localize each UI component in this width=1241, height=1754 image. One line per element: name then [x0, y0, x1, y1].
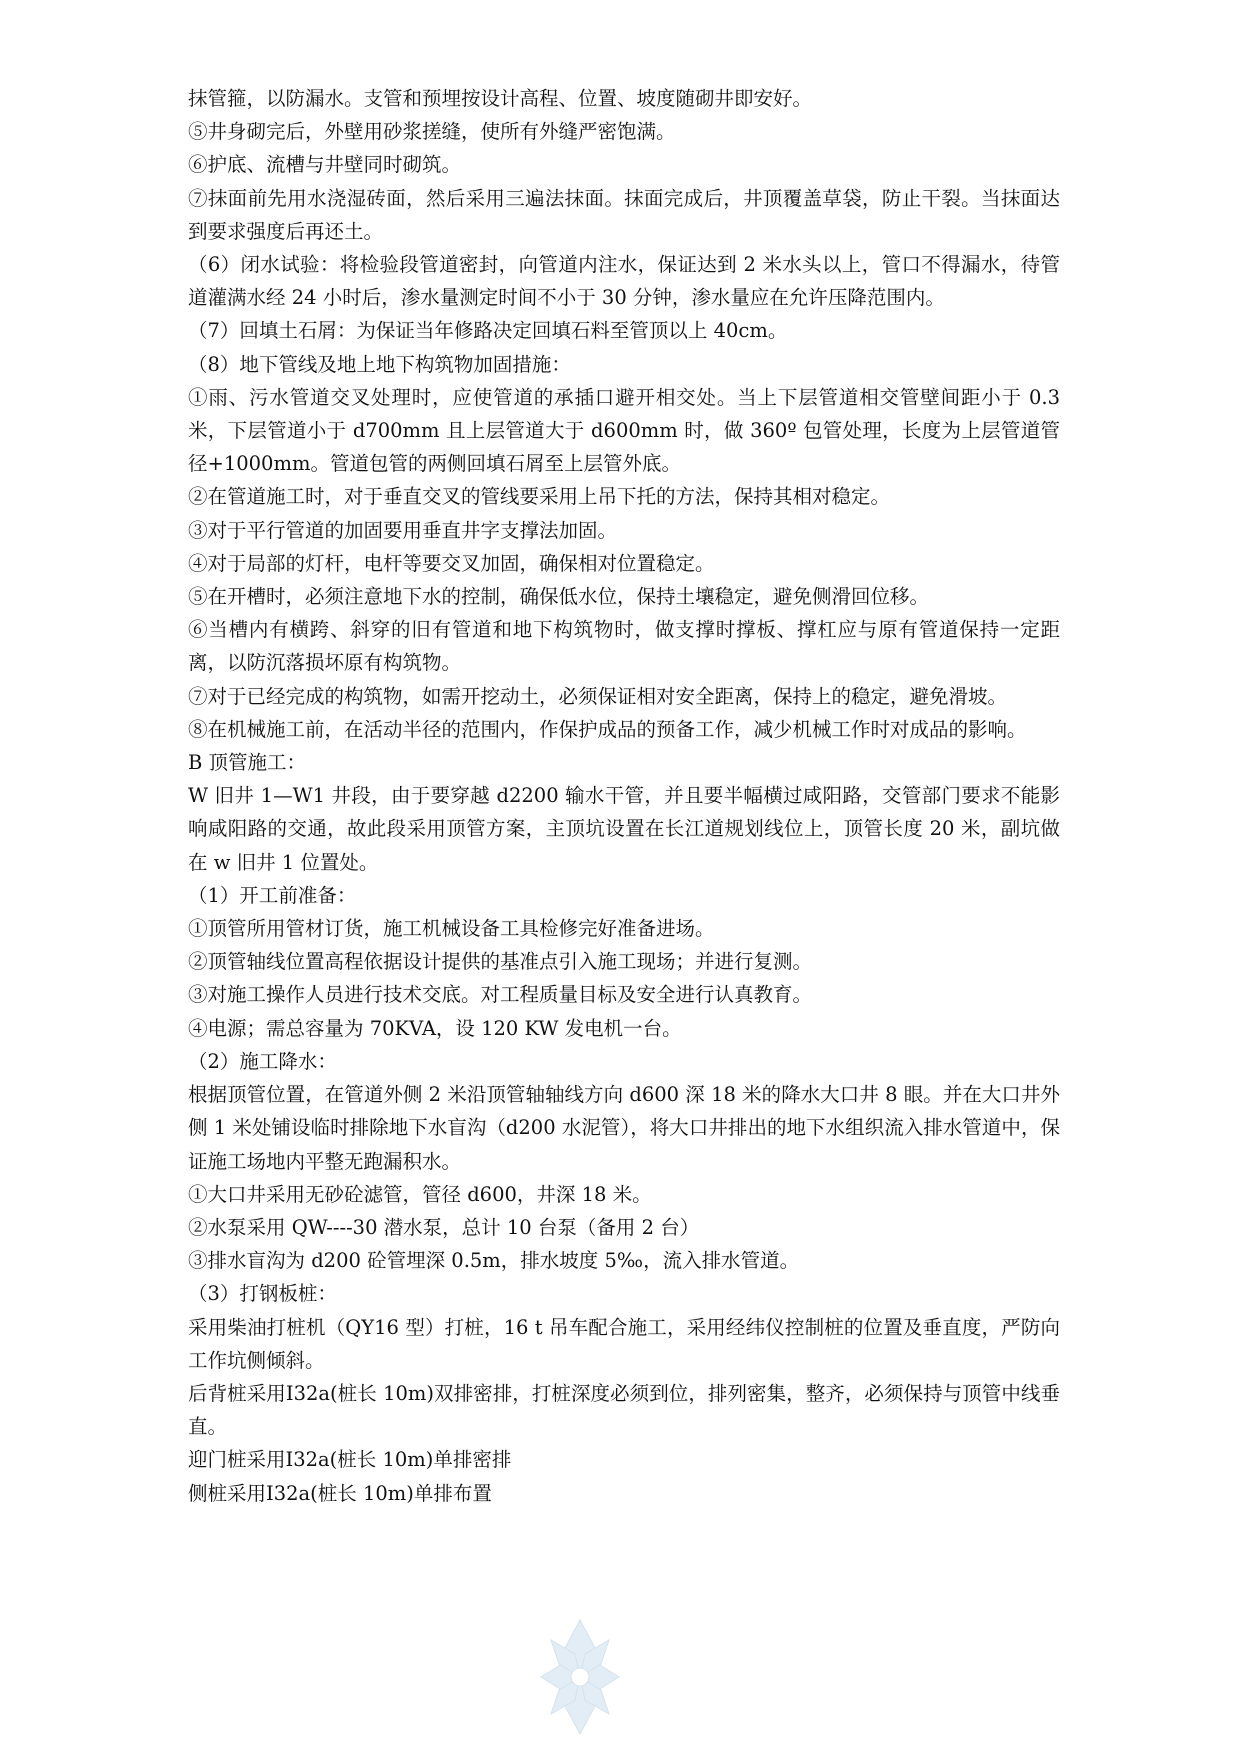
paragraph: 后背桩采用Ⅰ32a(桩长 10m)双排密排，打桩深度必须到位，排列密集，整齐，必须保持与顶管中线垂直。 [188, 1381, 1060, 1439]
paragraph: ⑦抹面前先用水浇湿砖面，然后采用三遍法抹面。抹面完成后，井顶覆盖草袋，防止干裂。当抹面达到要求强度后再还土。 [188, 186, 1060, 243]
paragraph: ③排水盲沟为 d200 砼管埋深 0.5m，排水坡度 5‰，流入排水管道。 [188, 1249, 800, 1273]
paragraph: ②水泵采用 QW----30 潜水泵，总计 10 台泵（备用 2 台） [188, 1215, 700, 1239]
paragraph: ①大口井采用无砂砼滤管，管径 d600，井深 18 米。 [188, 1182, 652, 1206]
paragraph: （6）闭水试验：将检验段管道密封，向管道内注水，保证达到 2 米水头以上，管口不得漏水，待管道灌满水经 24 小时后，渗水量测定时间不小于 30 分钟，渗水量应在允许压降范围内。 [188, 253, 1060, 310]
paragraph: ④电源；需总容量为 70KVA，设 120 KW 发电机一台。 [188, 1016, 682, 1040]
section-heading: B 顶管施工： [188, 751, 307, 775]
paragraph: ⑥护底、流槽与井壁同时砌筑。 [188, 153, 462, 177]
paragraph: ⑤井身砌完后，外壁用砂浆搓缝，使所有外缝严密饱满。 [188, 120, 676, 144]
paragraph: ⑧在机械施工前，在活动半径的范围内，作保护成品的预备工作，减少机械工作时对成品的影响。 [188, 717, 1027, 741]
document-body [188, 82, 1060, 1510]
paragraph: W 旧井 1—W1 井段，由于要穿越 d2200 输水干管，并且要半幅横过咸阳路，交管部门要求不能影响咸阳路的交通，故此段采用顶管方案，主顶坑设置在长江道规划线位上，顶管长度 20 米，副坑做在 w 旧井 1 位置处。 [188, 784, 1060, 874]
paragraph: ③对于平行管道的加固要用垂直井字支撑法加固。 [188, 518, 618, 542]
paragraph: ①顶管所用管材订货，施工机械设备工具检修完好准备进场。 [188, 917, 715, 941]
paragraph: ③对施工操作人员进行技术交底。对工程质量目标及安全进行认真教育。 [188, 983, 813, 1007]
paragraph: ⑦对于已经完成的构筑物，如需开挖动土，必须保证相对安全距离，保持上的稳定，避免滑坡。 [188, 684, 1008, 708]
paragraph: 迎门桩采用Ⅰ32a(桩长 10m)单排密排 [188, 1448, 512, 1472]
paragraph: ②顶管轴线位置高程依据设计提供的基准点引入施工现场；并进行复测。 [188, 950, 813, 974]
paragraph: ④对于局部的灯杆，电杆等要交叉加固，确保相对位置稳定。 [188, 551, 715, 575]
watermark-logo-icon [535, 1612, 625, 1742]
paragraph: 抹管箍，以防漏水。支管和预埋按设计高程、位置、坡度随砌井即安好。 [188, 87, 813, 110]
paragraph: 根据顶管位置，在管道外侧 2 米沿顶管轴轴线方向 d600 深 18 米的降水大口井 8 眼。并在大口井外侧 1 米处铺设临时排除地下水盲沟（d200 水泥管），将大口井排出的地下水组织流入排水管道中，保证施工场地内平整无跑漏积水。 [188, 1083, 1060, 1173]
subsection-heading: （1）开工前准备： [188, 883, 357, 907]
paragraph: ①雨、污水管道交叉处理时，应使管道的承插口避开相交处。当上下层管道相交管壁间距小于 0.3 米，下层管道小于 d700mm 且上层管道大于 d600mm 时，做 360º 包管处理，长度为上层管道管径+1000mm。管道包管的两侧回填石屑至上层管外底。 [188, 385, 1060, 476]
paragraph: （7）回填土石屑：为保证当年修路决定回填石料至管顶以上 40cm。 [188, 319, 788, 343]
paragraph: 采用柴油打桩机（QY16 型）打桩，16 t 吊车配合施工，采用经纬仪控制桩的位置及垂直度，严防向工作坑侧倾斜。 [188, 1315, 1060, 1372]
paragraph: （8）地下管线及地上地下构筑物加固措施： [188, 352, 571, 376]
subsection-heading: （2）施工降水： [188, 1049, 337, 1073]
paragraph: ⑤在开槽时，必须注意地下水的控制，确保低水位，保持土壤稳定，避免侧滑回位移。 [188, 585, 930, 609]
paragraph: ⑥当槽内有横跨、斜穿的旧有管道和地下构筑物时，做支撑时撑板、撑杠应与原有管道保持一定距离，以防沉落损坏原有构筑物。 [188, 618, 1060, 675]
paragraph: ②在管道施工时，对于垂直交叉的管线要采用上吊下托的方法，保持其相对稳定。 [188, 485, 891, 509]
subsection-heading: （3）打钢板桩： [188, 1282, 337, 1306]
paragraph: 侧桩采用Ⅰ32a(桩长 10m)单排布置 [188, 1481, 492, 1505]
